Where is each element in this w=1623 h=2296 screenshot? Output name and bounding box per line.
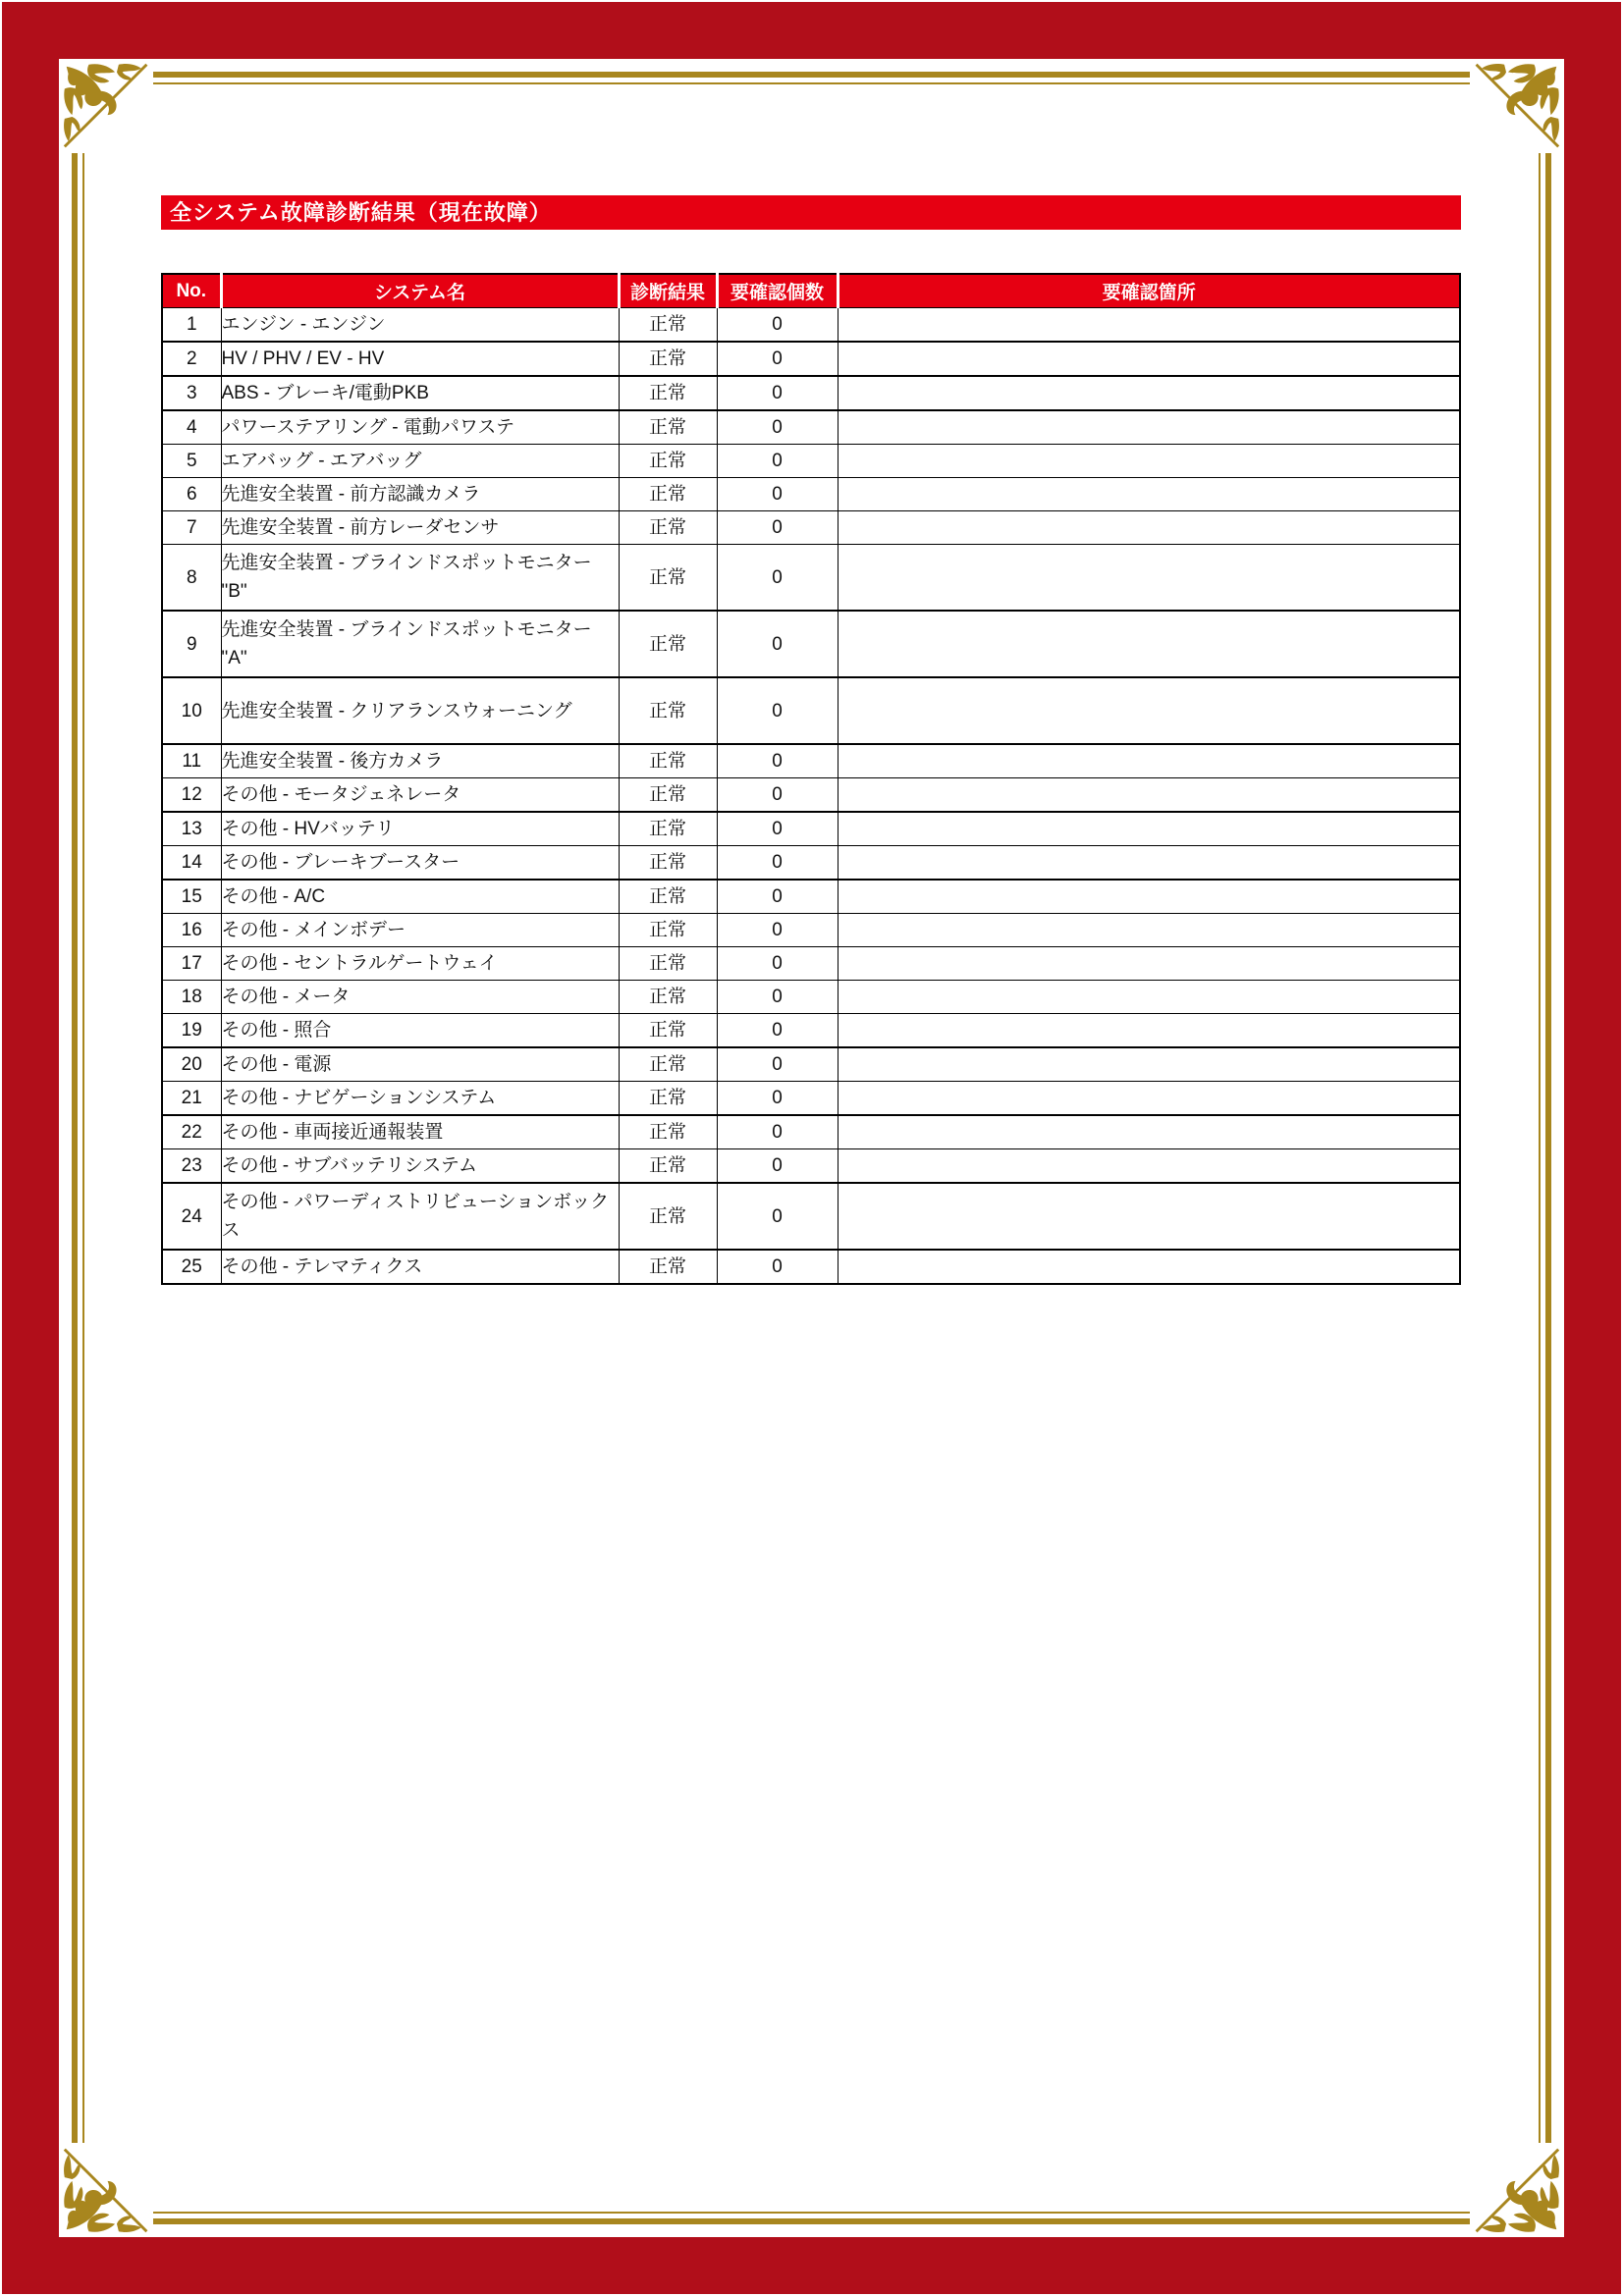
cell-no: 11: [162, 744, 221, 778]
table-row: [162, 1082, 1460, 1116]
table-header-row: [162, 274, 1460, 308]
cell-no: 5: [162, 445, 221, 478]
table-row: [162, 778, 1460, 813]
cell-check-count: 0: [717, 545, 838, 612]
cell-check-count: 0: [717, 1014, 838, 1048]
table-row: [162, 1250, 1460, 1284]
cell-check-count: 0: [717, 1047, 838, 1082]
cell-check-locations: [838, 1250, 1460, 1284]
diagnosis-result-table: [161, 273, 1461, 1285]
table-row: [162, 478, 1460, 511]
cell-check-locations: [838, 1183, 1460, 1250]
cell-check-count: 0: [717, 1149, 838, 1184]
cell-check-locations: [838, 880, 1460, 914]
cell-no: 22: [162, 1115, 221, 1149]
cell-no: 3: [162, 376, 221, 410]
cell-system-name: その他 - 車両接近通報装置: [221, 1115, 619, 1149]
cell-no: 8: [162, 545, 221, 612]
cell-no: 18: [162, 981, 221, 1014]
cell-no: 23: [162, 1149, 221, 1184]
cell-check-locations: [838, 778, 1460, 813]
column-header-4: 要確認箇所: [838, 274, 1460, 308]
cell-check-count: 0: [717, 342, 838, 376]
table-row: [162, 914, 1460, 947]
cell-system-name: エアバッグ - エアバッグ: [221, 445, 619, 478]
cell-system-name: パワーステアリング - 電動パワステ: [221, 410, 619, 445]
cell-check-count: 0: [717, 308, 838, 343]
cell-check-locations: [838, 410, 1460, 445]
cell-check-count: 0: [717, 478, 838, 511]
cell-system-name: 先進安全装置 - ブラインドスポットモニター "B": [221, 545, 619, 612]
cell-check-count: 0: [717, 846, 838, 881]
table-row: [162, 981, 1460, 1014]
cell-check-count: 0: [717, 376, 838, 410]
cell-diagnosis-result: 正常: [619, 410, 717, 445]
cell-diagnosis-result: 正常: [619, 478, 717, 511]
cell-system-name: その他 - テレマティクス: [221, 1250, 619, 1284]
cell-check-locations: [838, 445, 1460, 478]
cell-system-name: その他 - HVバッテリ: [221, 812, 619, 846]
table-row: [162, 1149, 1460, 1184]
cell-system-name: 先進安全装置 - ブラインドスポットモニター "A": [221, 611, 619, 677]
table-row: [162, 410, 1460, 445]
cell-system-name: その他 - モータジェネレータ: [221, 778, 619, 813]
cell-system-name: 先進安全装置 - 前方認識カメラ: [221, 478, 619, 511]
cell-system-name: エンジン - エンジン: [221, 308, 619, 343]
cell-diagnosis-result: 正常: [619, 376, 717, 410]
cell-check-locations: [838, 545, 1460, 612]
table-body: [162, 308, 1460, 1285]
cell-check-locations: [838, 1082, 1460, 1116]
cell-check-count: 0: [717, 812, 838, 846]
column-header-1: システム名: [221, 274, 619, 308]
cell-check-locations: [838, 342, 1460, 376]
cell-check-count: 0: [717, 744, 838, 778]
cell-check-count: 0: [717, 880, 838, 914]
cell-diagnosis-result: 正常: [619, 914, 717, 947]
cell-check-count: 0: [717, 1082, 838, 1116]
cell-check-count: 0: [717, 914, 838, 947]
cell-check-count: 0: [717, 1183, 838, 1250]
cell-no: 15: [162, 880, 221, 914]
table-row: [162, 342, 1460, 376]
cell-system-name: その他 - メータ: [221, 981, 619, 1014]
table-row: [162, 545, 1460, 612]
table-row: [162, 1115, 1460, 1149]
cell-check-locations: [838, 812, 1460, 846]
corner-flourish-icon: [61, 61, 154, 154]
cell-diagnosis-result: 正常: [619, 1014, 717, 1048]
cell-system-name: その他 - A/C: [221, 880, 619, 914]
table-row: [162, 744, 1460, 778]
cell-diagnosis-result: 正常: [619, 1115, 717, 1149]
cell-check-locations: [838, 308, 1460, 343]
table-row: [162, 880, 1460, 914]
cell-check-count: 0: [717, 947, 838, 981]
cell-diagnosis-result: 正常: [619, 342, 717, 376]
cell-system-name: その他 - 照合: [221, 1014, 619, 1048]
cell-check-count: 0: [717, 410, 838, 445]
cell-system-name: 先進安全装置 - 前方レーダセンサ: [221, 511, 619, 545]
cell-no: 12: [162, 778, 221, 813]
cell-check-locations: [838, 677, 1460, 744]
cell-diagnosis-result: 正常: [619, 511, 717, 545]
cell-check-count: 0: [717, 1250, 838, 1284]
cell-diagnosis-result: 正常: [619, 545, 717, 612]
cell-no: 21: [162, 1082, 221, 1116]
table-row: [162, 511, 1460, 545]
column-header-3: 要確認個数: [717, 274, 838, 308]
cell-no: 14: [162, 846, 221, 881]
table-row: [162, 677, 1460, 744]
cell-system-name: ABS - ブレーキ/電動PKB: [221, 376, 619, 410]
cell-no: 4: [162, 410, 221, 445]
corner-flourish-icon: [1469, 2142, 1562, 2235]
cell-check-locations: [838, 1014, 1460, 1048]
cell-system-name: その他 - 電源: [221, 1047, 619, 1082]
cell-system-name: その他 - ブレーキブースター: [221, 846, 619, 881]
report-title: 全システム故障診断結果（現在故障）: [170, 200, 552, 225]
table-row: [162, 611, 1460, 677]
cell-system-name: 先進安全装置 - クリアランスウォーニング: [221, 677, 619, 744]
cell-diagnosis-result: 正常: [619, 611, 717, 677]
cell-system-name: HV / PHV / EV - HV: [221, 342, 619, 376]
cell-diagnosis-result: 正常: [619, 308, 717, 343]
cell-diagnosis-result: 正常: [619, 947, 717, 981]
cell-no: 20: [162, 1047, 221, 1082]
cell-no: 10: [162, 677, 221, 744]
column-header-0: No.: [162, 274, 221, 308]
cell-no: 2: [162, 342, 221, 376]
report-content: [161, 195, 1461, 1285]
cell-diagnosis-result: 正常: [619, 846, 717, 881]
cell-diagnosis-result: 正常: [619, 778, 717, 813]
cell-diagnosis-result: 正常: [619, 445, 717, 478]
cell-system-name: その他 - パワーディストリビューションボックス: [221, 1183, 619, 1250]
table-row: [162, 846, 1460, 881]
cell-system-name: その他 - メインボデー: [221, 914, 619, 947]
cell-check-locations: [838, 611, 1460, 677]
table-row: [162, 947, 1460, 981]
cell-diagnosis-result: 正常: [619, 677, 717, 744]
cell-check-locations: [838, 478, 1460, 511]
cell-no: 1: [162, 308, 221, 343]
table-row: [162, 445, 1460, 478]
cell-check-locations: [838, 744, 1460, 778]
cell-check-locations: [838, 376, 1460, 410]
report-title-bar: [161, 195, 1461, 230]
table-row: [162, 812, 1460, 846]
cell-no: 25: [162, 1250, 221, 1284]
cell-no: 6: [162, 478, 221, 511]
table-row: [162, 1183, 1460, 1250]
cell-diagnosis-result: 正常: [619, 1047, 717, 1082]
cell-check-locations: [838, 981, 1460, 1014]
cell-no: 24: [162, 1183, 221, 1250]
cell-system-name: その他 - サブバッテリシステム: [221, 1149, 619, 1184]
cell-check-count: 0: [717, 445, 838, 478]
cell-system-name: その他 - ナビゲーションシステム: [221, 1082, 619, 1116]
cell-check-locations: [838, 511, 1460, 545]
table-row: [162, 308, 1460, 343]
cell-no: 19: [162, 1014, 221, 1048]
cell-check-count: 0: [717, 981, 838, 1014]
table-row: [162, 376, 1460, 410]
cell-check-count: 0: [717, 511, 838, 545]
cell-check-count: 0: [717, 1115, 838, 1149]
cell-check-count: 0: [717, 778, 838, 813]
cell-check-count: 0: [717, 677, 838, 744]
corner-flourish-icon: [1469, 61, 1562, 154]
cell-diagnosis-result: 正常: [619, 1250, 717, 1284]
corner-flourish-icon: [61, 2142, 154, 2235]
cell-check-locations: [838, 947, 1460, 981]
cell-diagnosis-result: 正常: [619, 981, 717, 1014]
column-header-2: 診断結果: [619, 274, 717, 308]
cell-diagnosis-result: 正常: [619, 1183, 717, 1250]
cell-diagnosis-result: 正常: [619, 812, 717, 846]
cell-check-locations: [838, 1149, 1460, 1184]
cell-diagnosis-result: 正常: [619, 1149, 717, 1184]
cell-check-locations: [838, 846, 1460, 881]
cell-no: 9: [162, 611, 221, 677]
cell-diagnosis-result: 正常: [619, 744, 717, 778]
cell-no: 17: [162, 947, 221, 981]
cell-check-locations: [838, 914, 1460, 947]
cell-diagnosis-result: 正常: [619, 880, 717, 914]
cell-system-name: その他 - セントラルゲートウェイ: [221, 947, 619, 981]
cell-check-locations: [838, 1115, 1460, 1149]
cell-system-name: 先進安全装置 - 後方カメラ: [221, 744, 619, 778]
cell-no: 16: [162, 914, 221, 947]
cell-check-locations: [838, 1047, 1460, 1082]
cell-no: 7: [162, 511, 221, 545]
cell-diagnosis-result: 正常: [619, 1082, 717, 1116]
cell-check-count: 0: [717, 611, 838, 677]
table-row: [162, 1014, 1460, 1048]
table-row: [162, 1047, 1460, 1082]
cell-no: 13: [162, 812, 221, 846]
